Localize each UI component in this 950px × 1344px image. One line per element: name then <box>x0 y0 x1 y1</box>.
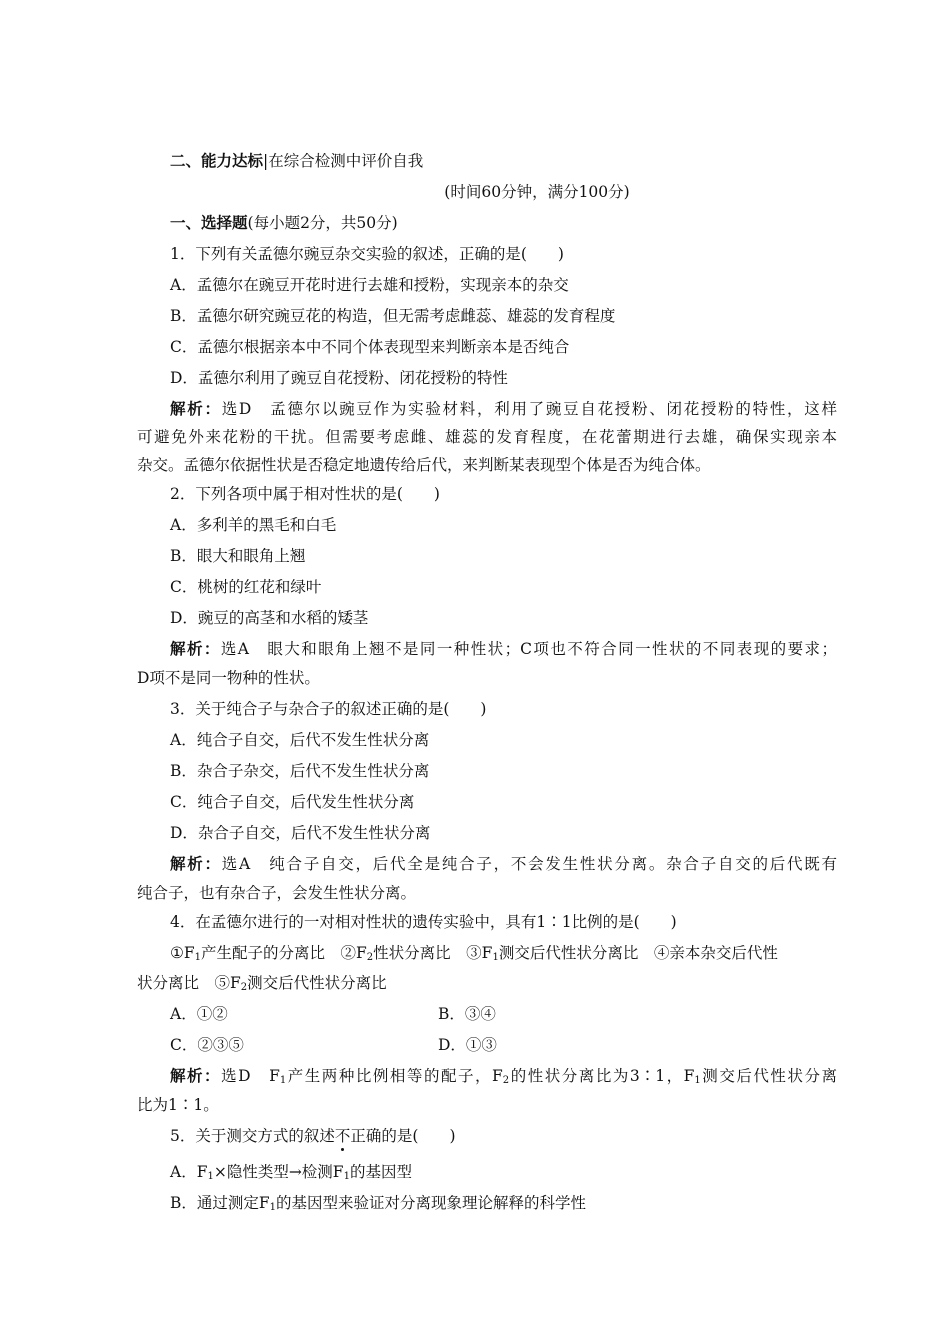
question-2-option-d: D．豌豆的高茎和水稻的矮茎 <box>170 609 369 627</box>
question-1-option-a: A．孟德尔在豌豆开花时进行去雄和授粉，实现亲本的杂交 <box>170 276 569 294</box>
question-3-option-a: A．纯合子自交，后代不发生性状分离 <box>170 731 430 749</box>
question-4-option-b: B．③④ <box>438 1005 496 1023</box>
question-2-analysis-line-2: D项不是同一物种的性状。 <box>137 669 320 687</box>
question-3-analysis-line-2: 纯合子，也有杂合子，会发生性状分离。 <box>137 884 417 902</box>
question-2-option-a: A．多利羊的黑毛和白毛 <box>170 516 337 534</box>
question-4-analysis-line-1: 解析：选D $F_1$产生两种比例相等的配子，$F_2$的性状分离比为3∶1，$F_1$测交后代性状分离 <box>170 1066 837 1086</box>
question-1-analysis-line-2: 可避免外来花粉的干扰。但需要考虑雌、雄蕊的发育程度，在花蕾期进行去雄，确保实现亲本 <box>137 428 837 446</box>
question-3-stem: 3．关于纯合子与杂合子的叙述正确的是( ) <box>170 700 487 718</box>
question-5-option-b: B．通过测定$F_1$的基因型来验证对分离现象理论解释的科学性 <box>170 1194 587 1213</box>
question-1-stem: 1．下列有关孟德尔豌豆杂交实验的叙述，正确的是( ) <box>170 245 564 263</box>
question-2-option-b: B．眼大和眼角上翘 <box>170 547 306 565</box>
question-4-options-row-1 <box>170 1004 870 1024</box>
question-2-stem: 2．下列各项中属于相对性状的是( ) <box>170 485 440 503</box>
part-title: 一、选择题(每小题2分，共50分) <box>170 213 398 232</box>
question-2-option-c: C．桃树的红花和绿叶 <box>170 578 322 596</box>
question-4-analysis-line-2: 比为1∶1。 <box>137 1096 219 1114</box>
time-note: (时间60分钟，满分100分) <box>444 183 630 201</box>
question-5-option-a: A．$F_1\times$隐性类型→检测$F_1$的基因型 <box>170 1163 412 1182</box>
question-1-analysis-line-1: 解析：选D 孟德尔以豌豆作为实验材料，利用了豌豆自花授粉、闭花授粉的特性，这样 <box>170 399 837 418</box>
question-4-items-line-2: 状分离比 $⑤F_2$测交后代性状分离比 <box>137 974 387 993</box>
question-4-option-c: C．②③⑤ <box>170 1036 244 1054</box>
question-3-analysis-line-1: 解析：选A 纯合子自交，后代全是纯合子，不会发生性状分离。杂合子自交的后代既有 <box>170 854 837 873</box>
question-4-options-row-2 <box>170 1035 870 1055</box>
question-4-stem: 4．在孟德尔进行的一对相对性状的遗传实验中，具有1∶1比例的是( ) <box>170 913 677 931</box>
question-3-option-d: D．杂合子自交，后代不发生性状分离 <box>170 824 431 842</box>
question-4-option-a: A．①② <box>170 1005 228 1023</box>
question-1-analysis-line-3: 杂交。孟德尔依据性状是否稳定地遗传给后代，来判断某表现型个体是否为纯合体。 <box>137 456 711 474</box>
section-title: 二、能力达标|在综合检测中评价自我 <box>170 151 424 170</box>
question-1-option-b: B．孟德尔研究豌豆花的构造，但无需考虑雌蕊、雄蕊的发育程度 <box>170 307 616 325</box>
question-5-stem: 5．关于测交方式的叙述不正确的是( ) <box>170 1127 456 1145</box>
question-1-option-d: D．孟德尔利用了豌豆自花授粉、闭花授粉的特性 <box>170 369 508 387</box>
question-1-option-c: C．孟德尔根据亲本中不同个体表现型来判断亲本是否纯合 <box>170 338 570 356</box>
emphasis-dot-char: 不 <box>334 1127 351 1145</box>
question-3-option-b: B．杂合子杂交，后代不发生性状分离 <box>170 762 430 780</box>
question-2-analysis-line-1: 解析：选A 眼大和眼角上翘不是同一种性状；C项也不符合同一性状的不同表现的要求； <box>170 639 837 658</box>
question-3-option-c: C．纯合子自交，后代发生性状分离 <box>170 793 415 811</box>
question-4-items-line-1: $①F_1$产生配子的分离比 $②F_2$性状分离比 $③F_1$测交后代性状分离比 ④亲本杂交后代性 <box>170 944 778 963</box>
question-4-option-d: D．①③ <box>438 1036 497 1054</box>
